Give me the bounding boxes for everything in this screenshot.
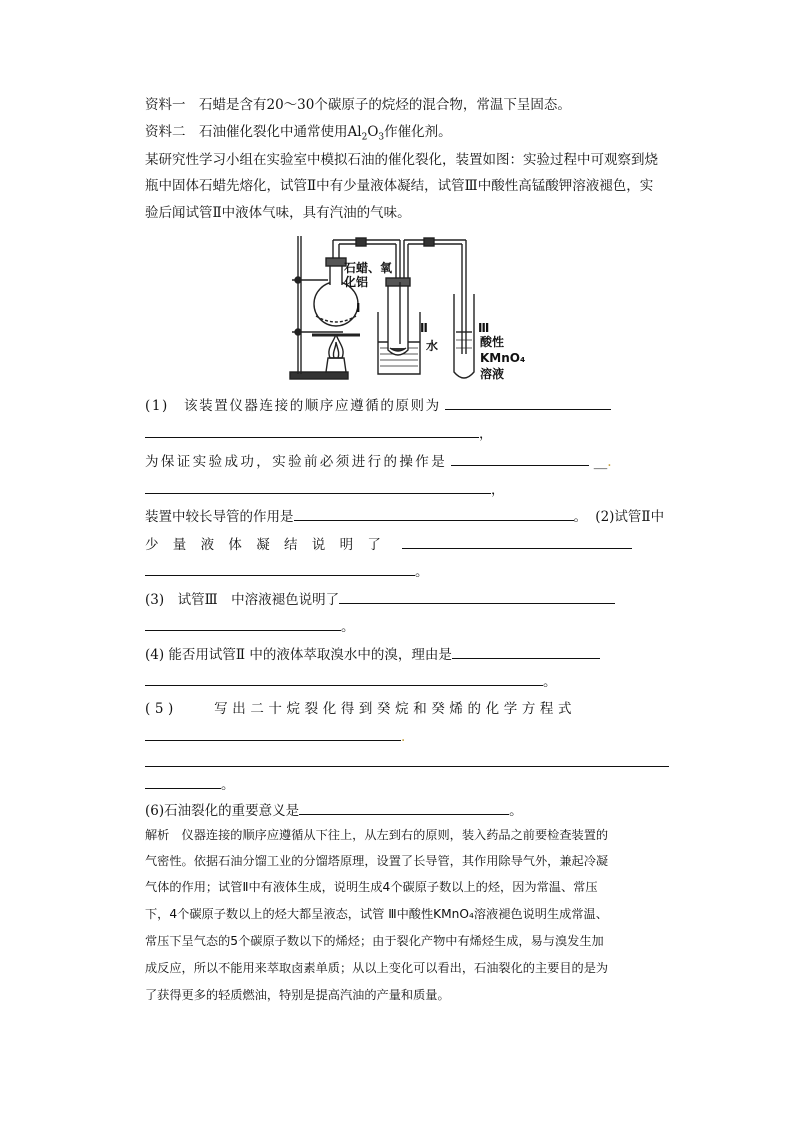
question-2-line (145, 561, 429, 582)
question-2-text: (2)试管Ⅱ中 (595, 509, 665, 525)
question-2-line (145, 534, 632, 555)
figure-label-solution: 溶液 (480, 367, 505, 381)
question-6-line (145, 800, 523, 821)
question-2-text: 少 量 液 体 凝 结 说 明 了 (145, 537, 382, 553)
stray-dot: . (607, 454, 612, 470)
intro-line: 瓶中固体石蜡先熔化，试管Ⅱ中有少量液体凝结，试管Ⅲ中酸性高锰酸钾溶液褪色，实 (145, 178, 654, 194)
question-3-line (145, 616, 355, 637)
analysis-line: 下，4个碳原子数以上的烃大都呈液态，试管 Ⅲ中酸性KMnO₄溶液褪色说明生成常温、 (145, 907, 608, 921)
question-5-line (145, 699, 576, 719)
answer-blank[interactable] (294, 506, 574, 521)
question-5-line (145, 774, 235, 795)
apparatus-diagram (288, 234, 538, 384)
material-two-text: O (367, 124, 379, 140)
question-4-line (145, 671, 557, 692)
figure-label-water: 水 (426, 339, 439, 353)
question-6-text: (6)石油裂化的重要意义是 (145, 803, 300, 819)
question-3-text: (3) 试管Ⅲ 中溶液褪色说明了 (145, 592, 340, 608)
figure-label-acidic: 酸性 (480, 335, 505, 349)
question-5-line (145, 726, 405, 747)
question-1-text: (1) 该装置仪器连接的顺序应遵循的原则为 (145, 398, 441, 414)
figure-label-paraffin: 石蜡、氧 (344, 261, 393, 275)
answer-blank[interactable] (299, 800, 509, 815)
question-5-text: (5) 写出二十烷裂化得到癸烷和癸烯的化学方程式 (145, 701, 577, 717)
analysis-line: 气密性。依据石油分馏工业的分馏塔原理，设置了长导管，其作用除导气外，兼起冷凝 (145, 854, 609, 868)
answer-blank[interactable] (402, 534, 632, 549)
answer-blank[interactable] (451, 451, 589, 466)
figure-label-kmno4: KMnO₄ (480, 351, 526, 365)
question-1-line (145, 451, 612, 472)
answer-blank[interactable] (145, 479, 491, 494)
analysis-line: 了获得更多的轻质燃油，特别是提高汽油的产量和质量。 (145, 988, 450, 1002)
figure-label-tube3: Ⅲ (478, 321, 490, 335)
question-3-line (145, 589, 615, 610)
question-1-text: 为保证实验成功，实验前必须进行的操作是 (145, 454, 448, 470)
answer-blank-short: __ (593, 454, 608, 470)
answer-blank[interactable] (145, 561, 415, 576)
question-1-line (145, 395, 611, 416)
punctuation: ， (479, 426, 493, 442)
question-1-line (145, 506, 664, 527)
subscript: 3 (378, 132, 385, 143)
answer-blank[interactable] (145, 671, 543, 686)
punctuation: 。 (543, 674, 557, 690)
figure-label-flask: Ⅰ (356, 301, 361, 315)
punctuation: 。 (341, 619, 355, 635)
answer-blank[interactable] (145, 616, 341, 631)
analysis-line: 气体的作用；试管Ⅱ中有液体生成，说明生成4个碳原子数以上的烃，因为常温、常压 (145, 880, 598, 894)
intro-line: 某研究性学习小组在实验室中模拟石油的催化裂化，装置如图：实验过程中可观察到烧 (145, 152, 658, 168)
figure-label-tube2: Ⅱ (420, 321, 428, 335)
answer-blank[interactable] (452, 644, 600, 659)
figure-label-alumina: 化铝 (344, 275, 369, 289)
analysis-line: 成反应，所以不能用来萃取卤素单质；从以上变化可以看出，石油裂化的主要目的是为 (145, 961, 609, 975)
intro-line: 验后闻试管Ⅱ中液体气味，具有汽油的气味。 (145, 205, 411, 221)
material-one: 资料一 石蜡是含有20～30个碳原子的烷烃的混合物，常温下呈固态。 (145, 97, 571, 113)
punctuation: 。 (415, 564, 429, 580)
material-two (145, 122, 452, 148)
answer-blank[interactable] (145, 423, 479, 438)
subscript: 2 (361, 132, 368, 143)
answer-blank[interactable] (445, 395, 611, 410)
material-two-text: 作催化剂。 (384, 124, 452, 140)
answer-blank[interactable] (145, 752, 669, 767)
punctuation: ， (491, 482, 505, 498)
answer-blank[interactable] (339, 589, 615, 604)
answer-blank[interactable] (145, 774, 221, 789)
question-4-text: (4) 能否用试管Ⅱ 中的液体萃取溴水中的溴，理由是 (145, 647, 452, 663)
material-two-text: 资料二 石油催化裂化中通常使用Al (145, 124, 362, 140)
question-1-line (145, 479, 505, 500)
question-1-text: 装置中较长导管的作用是 (145, 509, 294, 525)
punctuation: 。 (221, 777, 235, 793)
analysis-line: 解析 仪器连接的顺序应遵循从下往上，从左到右的原则，装入药品之前要检查装置的 (145, 828, 609, 842)
question-5-line (145, 752, 669, 773)
stray-dot: . (401, 729, 406, 745)
analysis-line: 常压下呈气态的5个碳原子数以下的烯烃；由于裂化产物中有烯烃生成，易与溴发生加 (145, 934, 604, 948)
question-4-line (145, 644, 600, 665)
punctuation: 。 (509, 803, 523, 819)
answer-blank[interactable] (145, 726, 401, 741)
punctuation: 。 (573, 509, 587, 525)
question-1-line (145, 423, 493, 444)
